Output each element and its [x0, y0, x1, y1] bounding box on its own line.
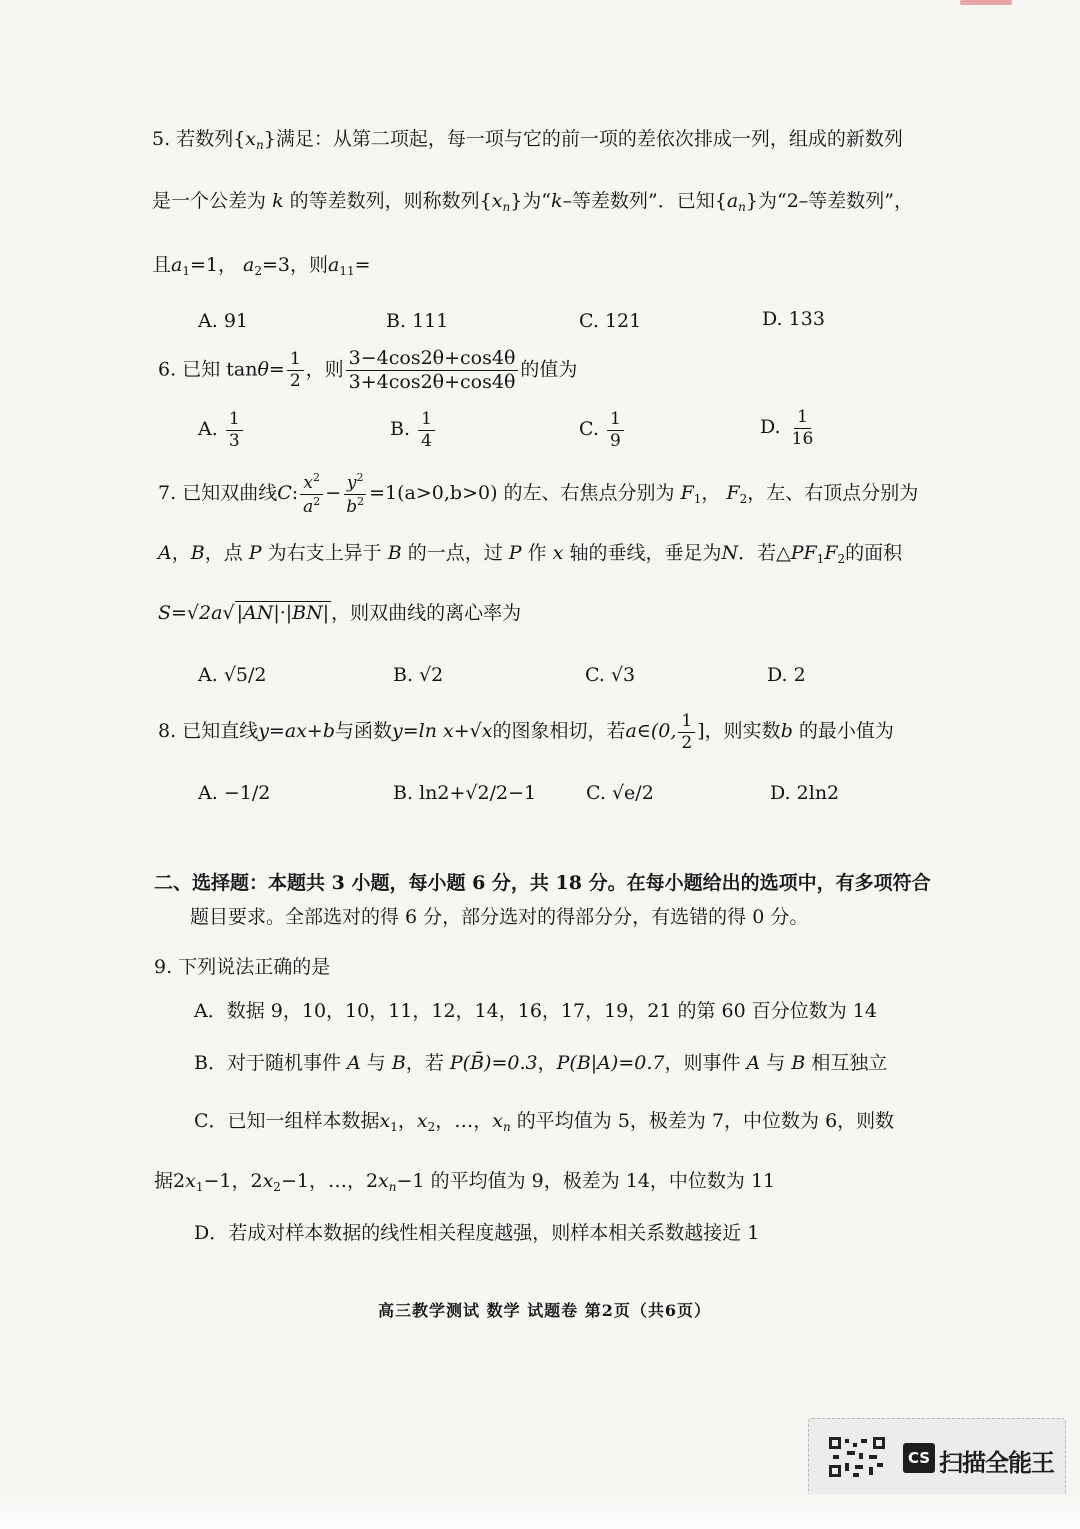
q5-option-c: C. 121 [579, 310, 642, 332]
q9-option-c-line1: C．已知一组样本数据$x_1$，$x_2$，…，$x_n$ 的平均值为 5，极差为 7，中位数为 6，则数 [194, 1110, 895, 1134]
q7-option-d: D. 2 [767, 664, 806, 686]
q5-number: 5. [152, 128, 171, 150]
q6-option-d: D. $\frac{1}{16}$ [760, 407, 814, 449]
q7-option-c: C. √3 [585, 664, 636, 686]
q5-option-d: D. 133 [762, 308, 825, 330]
q8-option-a: A. −1/2 [198, 782, 271, 804]
q7-line1: 7. 已知双曲线C: $\frac{x^2}{a^2}$ − $\frac{y^2}{b^2}$ =1(a>0,b>0) 的左、右焦点分别为 $F_1$， $F_2$，左、右顶点分别为 [158, 471, 919, 517]
q9-option-c-line2: 据$2x_1-1$，$2x_2-1$，…，$2x_n-1$ 的平均值为 9，极差为 14，中位数为 11 [154, 1170, 776, 1194]
q6-stem: 6. 已知 tanθ= $\frac{1}{2}$ ，则 $\frac{3-4\cos 2\theta+\cos 4\theta}{3+4\cos 2\theta+\cos 4\theta}$ 的值为 [158, 347, 578, 393]
q5-line1: 5. 若数列$\{x_n\}$满足：从第二项起，每一项与它的前一项的差依次排成一列，组成的新数列 [152, 128, 903, 152]
section2-header-line1: 二、选择题：本题共 3 小题，每小题 6 分，共 18 分。在每小题给出的选项中，有多项符合 [154, 872, 931, 894]
q9-option-d: D．若成对样本数据的线性相关程度越强，则样本相关系数越接近 1 [194, 1222, 760, 1244]
q5-text: 的等差数列，则称数列 [289, 190, 480, 212]
q7-option-a: A. √5/2 [198, 664, 267, 686]
q8-option-b: B. ln2+√2/2−1 [393, 782, 537, 804]
q8-option-c: C. √e/2 [586, 782, 654, 804]
q6-option-b: B. $\frac{1}{4}$ [390, 410, 437, 450]
top-corner-mark [960, 0, 1012, 5]
section2-header-line2: 题目要求。全部选对的得 6 分，部分选对的得部分分，有选错的得 0 分。 [190, 906, 809, 928]
q8-option-d: D. 2ln2 [770, 782, 840, 804]
q5-text: 若数列 [176, 128, 234, 150]
q9-option-b: B．对于随机事件 A 与 B，若 P(B̄)=0.3，P(B|A)=0.7，则事件 A 与 B 相互独立 [194, 1052, 888, 1074]
q7-line3: S=√2a√ |AN|·|BN| ，则双曲线的离心率为 [158, 602, 522, 624]
q5-text: =3，则 [262, 254, 329, 276]
bottom-fade [0, 1494, 1080, 1529]
q5-line2: 是一个公差为 k 的等差数列，则称数列$\{x_n\}$为“k–等差数列”．已知$\{a_n\}$为“2–等差数列”， [152, 190, 913, 214]
q5-option-b: B. 111 [386, 310, 449, 332]
q5-text: = [354, 254, 371, 276]
q5-text: 且 [152, 254, 172, 276]
q7-line2: A，B，点 P 为右支上异于 B 的一点，过 P 作 x 轴的垂线，垂足为N．若$\triangle PF_1F_2$的面积 [158, 542, 903, 566]
camscanner-text: 扫描全能王 [939, 1449, 1054, 1477]
q5-text: =1， [189, 254, 237, 276]
q6-main-fraction: $\frac{3-4\cos 2\theta+\cos 4\theta}{3+4\cos 2\theta+\cos 4\theta}$ [346, 348, 519, 393]
q6-tan-fraction: $\frac{1}{2}$ [287, 350, 304, 390]
camscanner-logo: CS [903, 1443, 935, 1473]
q6-option-c: C. $\frac{1}{9}$ [579, 410, 626, 450]
q9-option-a: A．数据 9，10，10，11，12，14，16，17，19，21 的第 60 百分位数为 14 [194, 1000, 877, 1022]
q9-stem: 9. 下列说法正确的是 [154, 956, 331, 978]
q5-text: –等差数列”．已知 [562, 190, 715, 212]
q5-text: 满足：从第二项起，每一项与它的前一项的差依次排成一列，组成的新数列 [275, 128, 903, 150]
q6-option-a: A. $\frac{1}{3}$ [198, 410, 245, 450]
q5-text: 为“2–等差数列”， [757, 190, 913, 212]
scanner-watermark [808, 1418, 1066, 1496]
q5-text: 是一个公差为 [152, 190, 267, 212]
qr-code-icon [829, 1437, 885, 1477]
page-footer: 高三教学测试 数学 试题卷 第2页（共6页） [378, 1301, 711, 1320]
q7-option-b: B. √2 [393, 664, 444, 686]
q5-option-a: A. 91 [198, 310, 248, 332]
q5-text: 为“ [522, 190, 551, 212]
q8-stem: 8. 已知直线y=ax+b与函数y=ln x+√x的图象相切，若a∈(0, $\frac{1}{2}$ ]，则实数b 的最小值为 [158, 711, 894, 753]
q5-line3: 且$a_1=1$， $a_2=3$，则$a_{11}=$ [152, 254, 371, 278]
